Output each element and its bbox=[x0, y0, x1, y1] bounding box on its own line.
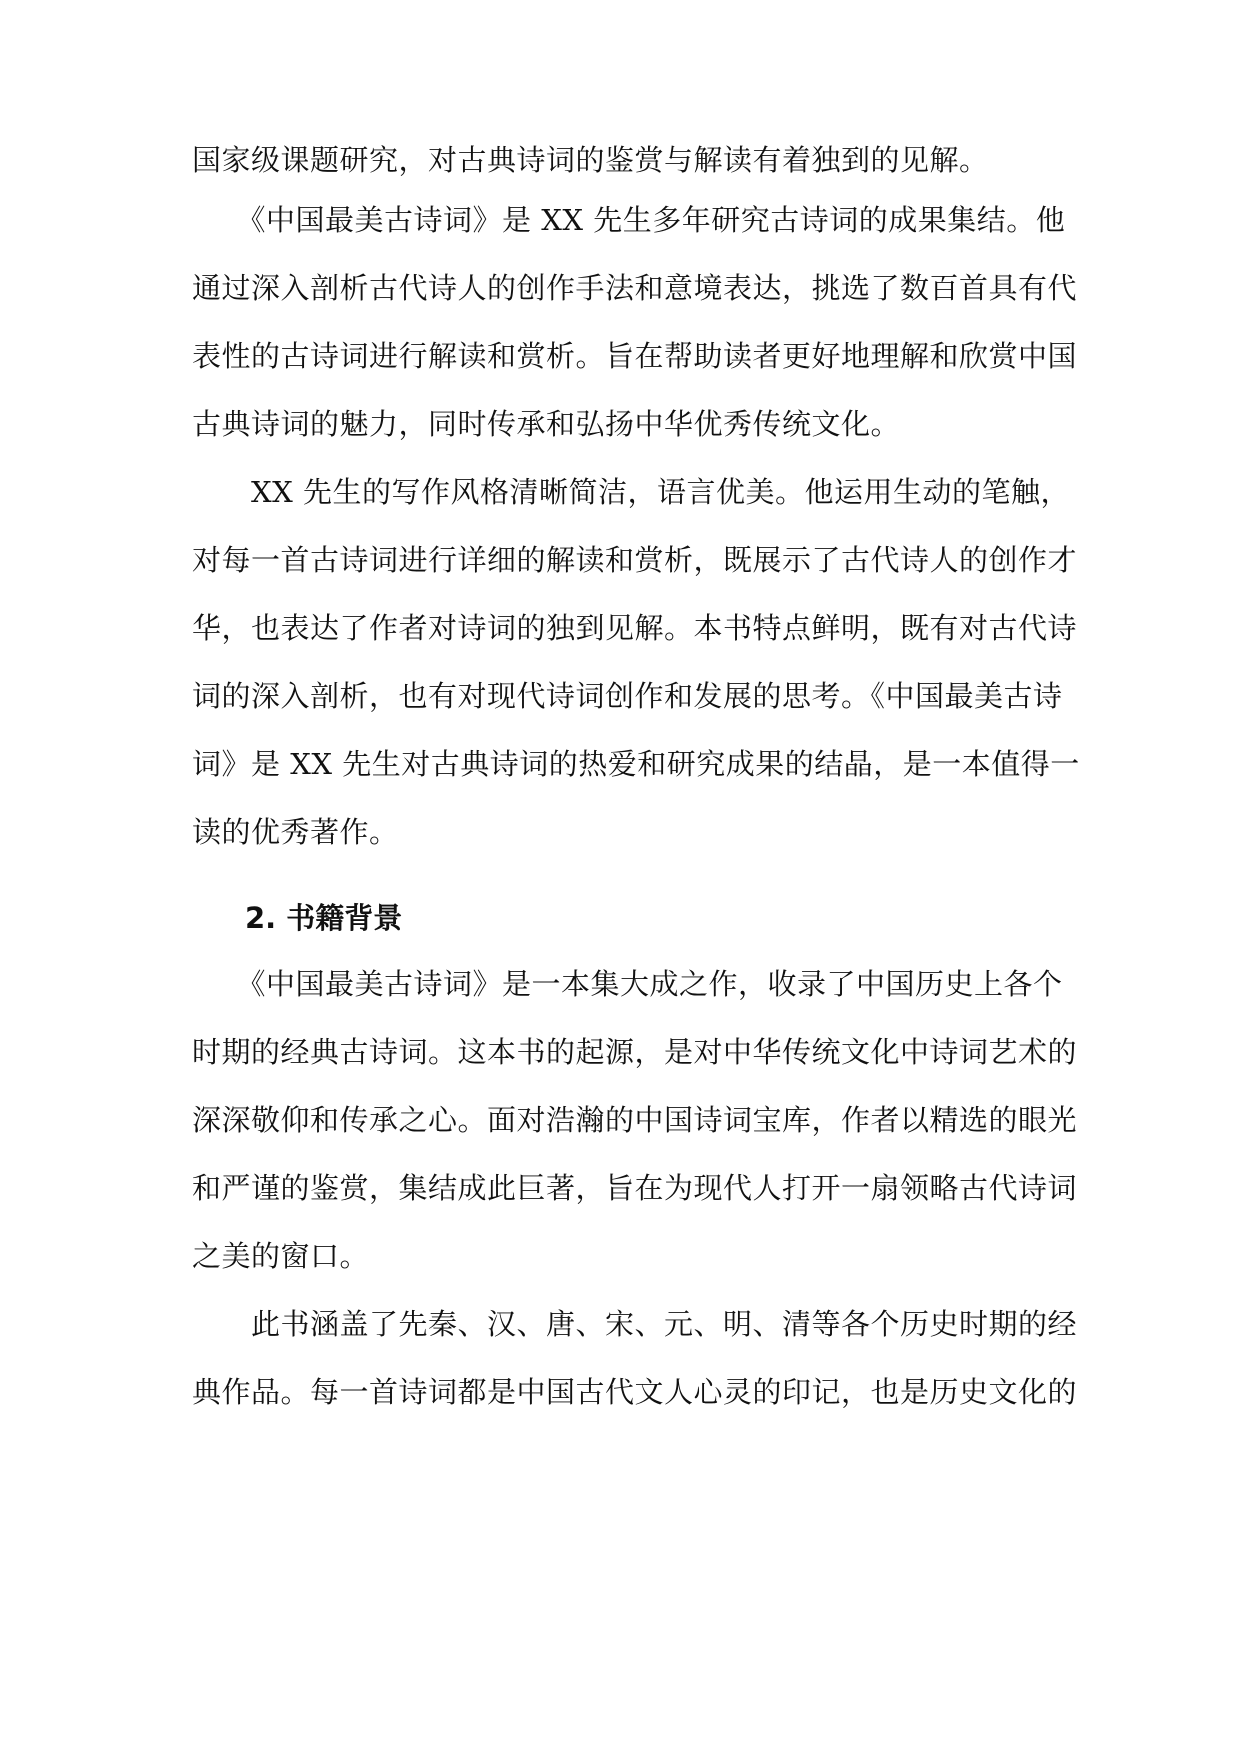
paragraph-line: 深深敬仰和传承之心。面对浩瀚的中国诗词宝库，作者以精选的眼光 bbox=[192, 1103, 1078, 1137]
paragraph-line: 之美的窗口。 bbox=[192, 1239, 370, 1273]
paragraph-line: 此书涵盖了先秦、汉、唐、宋、元、明、清等各个历史时期的经 bbox=[192, 1307, 1078, 1341]
paragraph-line: 华，也表达了作者对诗词的独到见解。本书特点鲜明，既有对古代诗 bbox=[192, 611, 1078, 645]
paragraph-line: 国家级课题研究，对古典诗词的鉴赏与解读有着独到的见解。 bbox=[192, 143, 989, 177]
paragraph-line: 古典诗词的魅力，同时传承和弘扬中华优秀传统文化。 bbox=[192, 407, 901, 441]
section-heading: 2. 书籍背景 bbox=[245, 901, 403, 935]
paragraph-line: 词的深入剖析，也有对现代诗词创作和发展的思考。《中国最美古诗 bbox=[192, 679, 1063, 713]
paragraph-line: 通过深入剖析古代诗人的创作手法和意境表达，挑选了数百首具有代 bbox=[192, 271, 1078, 305]
paragraph-line: 读的优秀著作。 bbox=[192, 815, 399, 849]
paragraph-line: 《中国最美古诗词》是 XX 先生多年研究古诗词的成果集结。他 bbox=[192, 203, 1066, 237]
paragraph-line: 时期的经典古诗词。这本书的起源，是对中华传统文化中诗词艺术的 bbox=[192, 1035, 1078, 1069]
paragraph-line: 《中国最美古诗词》是一本集大成之作，收录了中国历史上各个 bbox=[192, 967, 1063, 1001]
paragraph-line: 典作品。每一首诗词都是中国古代文人心灵的印记，也是历史文化的 bbox=[192, 1375, 1078, 1409]
paragraph-line: XX 先生的写作风格清晰简洁，语言优美。他运用生动的笔触， bbox=[192, 475, 1071, 509]
paragraph-line: 表性的古诗词进行解读和赏析。旨在帮助读者更好地理解和欣赏中国 bbox=[192, 339, 1078, 373]
paragraph-line: 对每一首古诗词进行详细的解读和赏析，既展示了古代诗人的创作才 bbox=[192, 543, 1078, 577]
paragraph-line: 和严谨的鉴赏，集结成此巨著，旨在为现代人打开一扇领略古代诗词 bbox=[192, 1171, 1078, 1205]
paragraph-line: 词》是 XX 先生对古典诗词的热爱和研究成果的结晶，是一本值得一 bbox=[192, 747, 1080, 781]
